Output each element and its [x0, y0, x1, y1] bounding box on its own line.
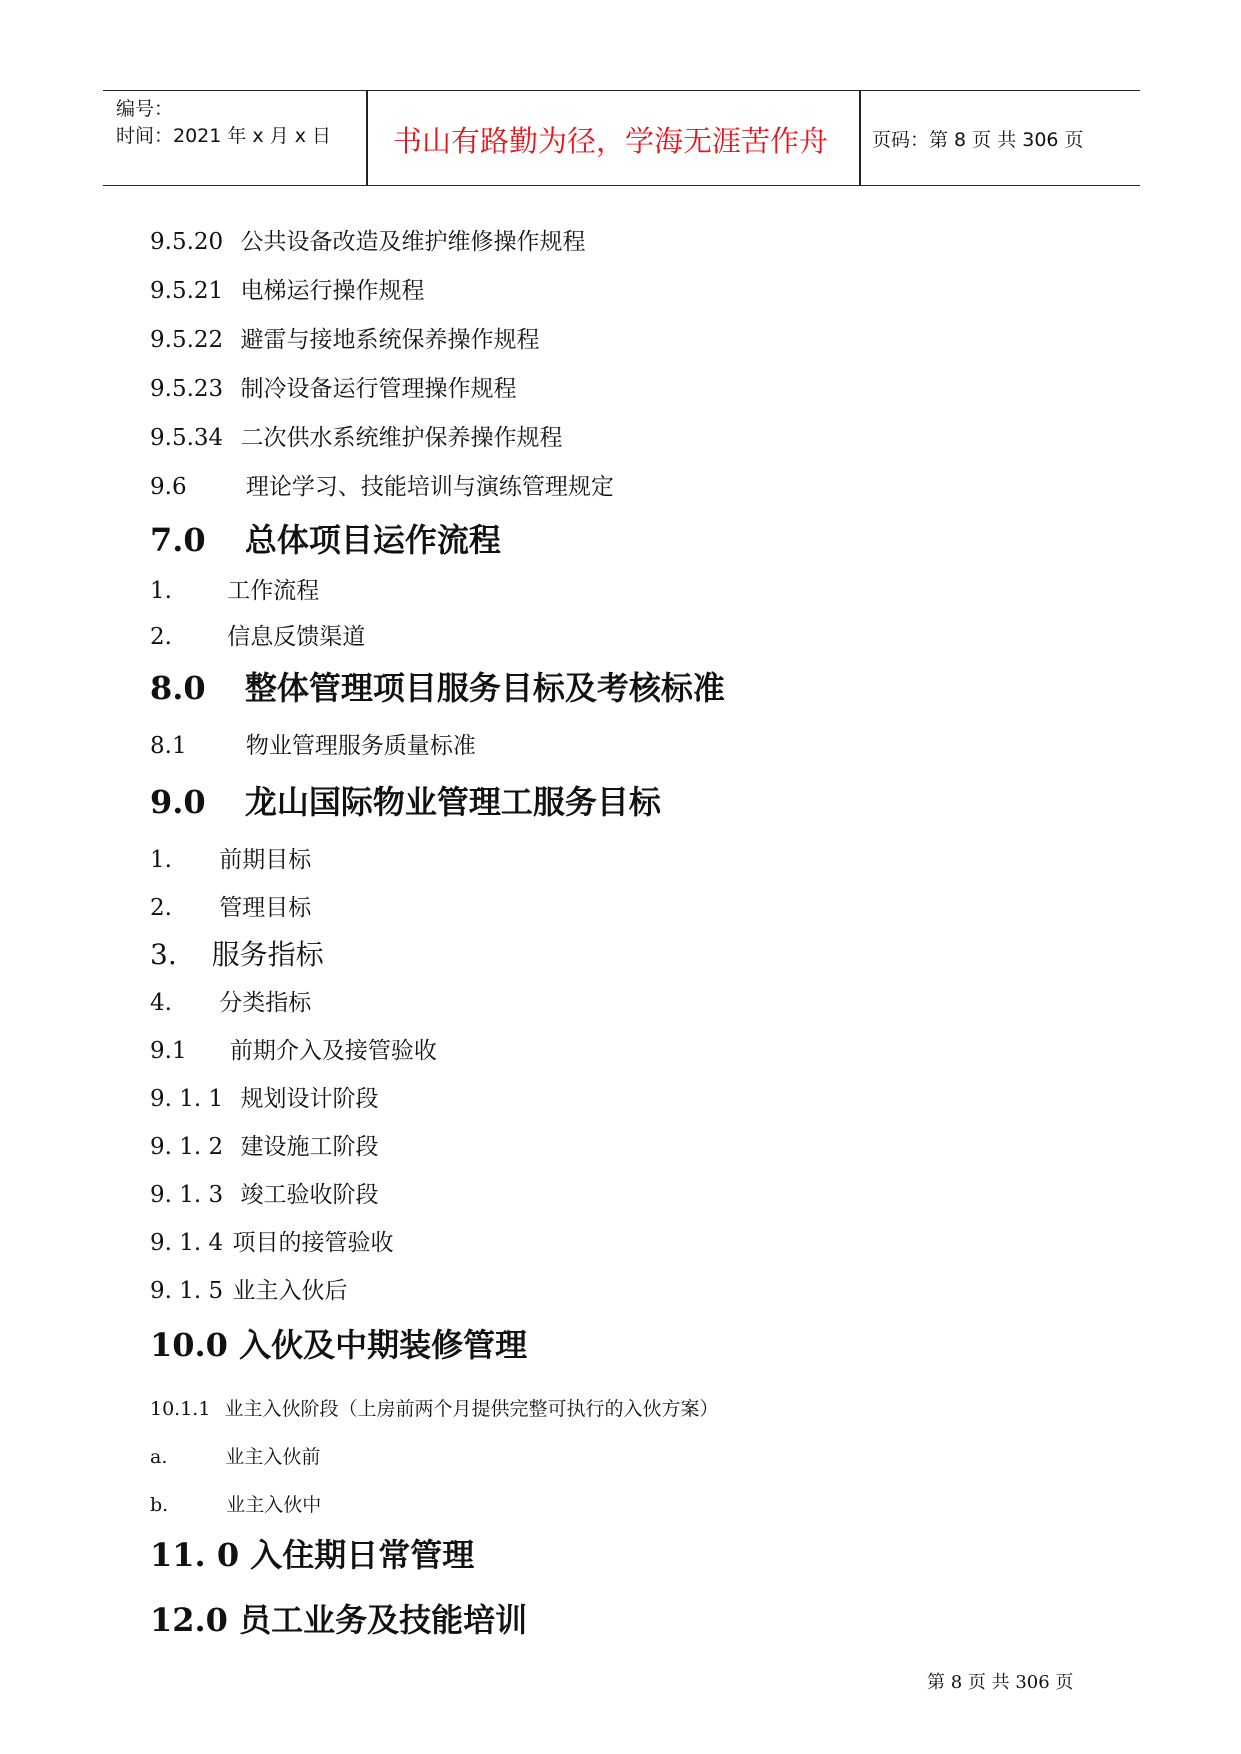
list-item-number: 2. [150, 895, 172, 921]
toc-item-text: 理论学习、技能培训与演练管理规定 [245, 474, 614, 500]
list-item-number: 2. [150, 624, 172, 650]
section-title: 龙山国际物业管理工服务目标 [244, 783, 661, 821]
list-item[interactable] [150, 1032, 437, 1065]
toc-item-text: 公共设备改造及维护维修操作规程 [240, 229, 586, 255]
list-item-number: 9. 1. 3 [150, 1182, 224, 1208]
list-item-text: 工作流程 [227, 578, 320, 604]
doc-number-label: 编号： [116, 98, 174, 120]
list-item-number: 9. 1. 5 [150, 1278, 224, 1304]
list-item-text: 业主入伙后 [232, 1278, 348, 1304]
list-item-number: 9. 1. 4 [150, 1230, 224, 1256]
section-title: 总体项目运作流程 [244, 521, 501, 559]
list-item-text: 业主入伙前 [225, 1446, 321, 1468]
list-item-number: 1. [150, 578, 172, 604]
list-item[interactable] [150, 1128, 378, 1161]
doc-time-label: 时间：2021 年 x 月 x 日 [116, 125, 332, 147]
section-heading[interactable] [150, 777, 661, 823]
section-title: 整体管理项目服务目标及考核标准 [244, 669, 725, 707]
list-item[interactable] [150, 841, 311, 874]
list-item[interactable] [150, 618, 365, 651]
list-item-text: 建设施工阶段 [240, 1134, 379, 1160]
list-item-text: 分类指标 [219, 990, 312, 1016]
list-item-text: 前期目标 [219, 847, 312, 873]
header-divider [366, 91, 368, 185]
list-item-number: 10.1.1 [150, 1398, 211, 1420]
list-item-text: 业主入伙阶段（上房前两个月提供完整可执行的入伙方案） [224, 1398, 719, 1420]
section-title: 11. 0 入住期日常管理 [150, 1536, 475, 1574]
list-item[interactable] [150, 1442, 320, 1469]
list-item[interactable] [150, 1224, 393, 1257]
toc-item[interactable] [150, 272, 424, 305]
list-item-number: 4. [150, 990, 172, 1016]
list-item[interactable] [150, 1176, 378, 1209]
list-item-text: 竣工验收阶段 [240, 1182, 379, 1208]
toc-item-number: 9.5.23 [150, 376, 224, 402]
toc-item-text: 二次供水系统维护保养操作规程 [240, 425, 563, 451]
toc-item[interactable] [150, 419, 562, 452]
list-item-text: 服务指标 [211, 938, 324, 971]
toc-item-number: 9.5.21 [150, 278, 224, 304]
section-number: 9.0 [150, 783, 206, 821]
toc-item[interactable] [150, 223, 585, 256]
section-title: 10.0 入伙及中期装修管理 [150, 1326, 528, 1364]
list-item[interactable] [150, 1394, 719, 1421]
page-footer: 第 8 页 共 306 页 [927, 1672, 1074, 1693]
header-page-info: 页码：第 8 页 共 306 页 [872, 129, 1084, 151]
list-item-text: 项目的接管验收 [232, 1230, 394, 1256]
toc-item-text: 制冷设备运行管理操作规程 [240, 376, 517, 402]
list-item-text: 业主入伙中 [226, 1494, 322, 1516]
list-item[interactable] [150, 1272, 347, 1305]
section-heading[interactable] [150, 1595, 527, 1641]
header-motto: 书山有路勤为径，学海无涯苦作舟 [393, 124, 829, 158]
section-heading[interactable] [150, 515, 501, 561]
section-heading[interactable] [150, 663, 725, 709]
toc-item-number: 9.5.34 [150, 425, 224, 451]
section-title: 12.0 员工业务及技能培训 [150, 1601, 528, 1639]
list-item-number: 9. 1. 1 [150, 1086, 224, 1112]
list-item[interactable] [150, 933, 324, 973]
section-heading[interactable] [150, 1320, 527, 1366]
list-item-number: 1. [150, 847, 172, 873]
header-divider [859, 91, 861, 185]
list-item[interactable] [150, 1080, 378, 1113]
list-item-number: 9.1 [150, 1038, 187, 1064]
list-item-text: 管理目标 [219, 895, 312, 921]
list-item[interactable] [150, 889, 311, 922]
list-item[interactable] [150, 984, 311, 1017]
toc-item-number: 9.5.22 [150, 327, 224, 353]
list-item-number: a. [150, 1446, 168, 1468]
section-heading[interactable] [150, 1530, 474, 1576]
list-item-text: 物业管理服务质量标准 [245, 733, 476, 759]
list-item[interactable] [150, 727, 476, 760]
list-item-text: 前期介入及接管验收 [229, 1038, 437, 1064]
list-item-number: 9. 1. 2 [150, 1134, 224, 1160]
list-item-text: 规划设计阶段 [240, 1086, 379, 1112]
list-item[interactable] [150, 1490, 321, 1517]
toc-item-number: 9.5.20 [150, 229, 224, 255]
list-item-number: 8.1 [150, 733, 187, 759]
toc-item[interactable] [150, 468, 614, 501]
list-item-number: b. [150, 1494, 169, 1516]
toc-item-text: 避雷与接地系统保养操作规程 [240, 327, 540, 353]
toc-item-number: 9.6 [150, 474, 187, 500]
list-item[interactable] [150, 572, 319, 605]
toc-item[interactable] [150, 370, 516, 403]
section-number: 7.0 [150, 521, 206, 559]
toc-item[interactable] [150, 321, 539, 354]
list-item-text: 信息反馈渠道 [227, 624, 366, 650]
section-number: 8.0 [150, 669, 206, 707]
list-item-number: 3. [150, 938, 177, 971]
toc-item-text: 电梯运行操作规程 [240, 278, 425, 304]
